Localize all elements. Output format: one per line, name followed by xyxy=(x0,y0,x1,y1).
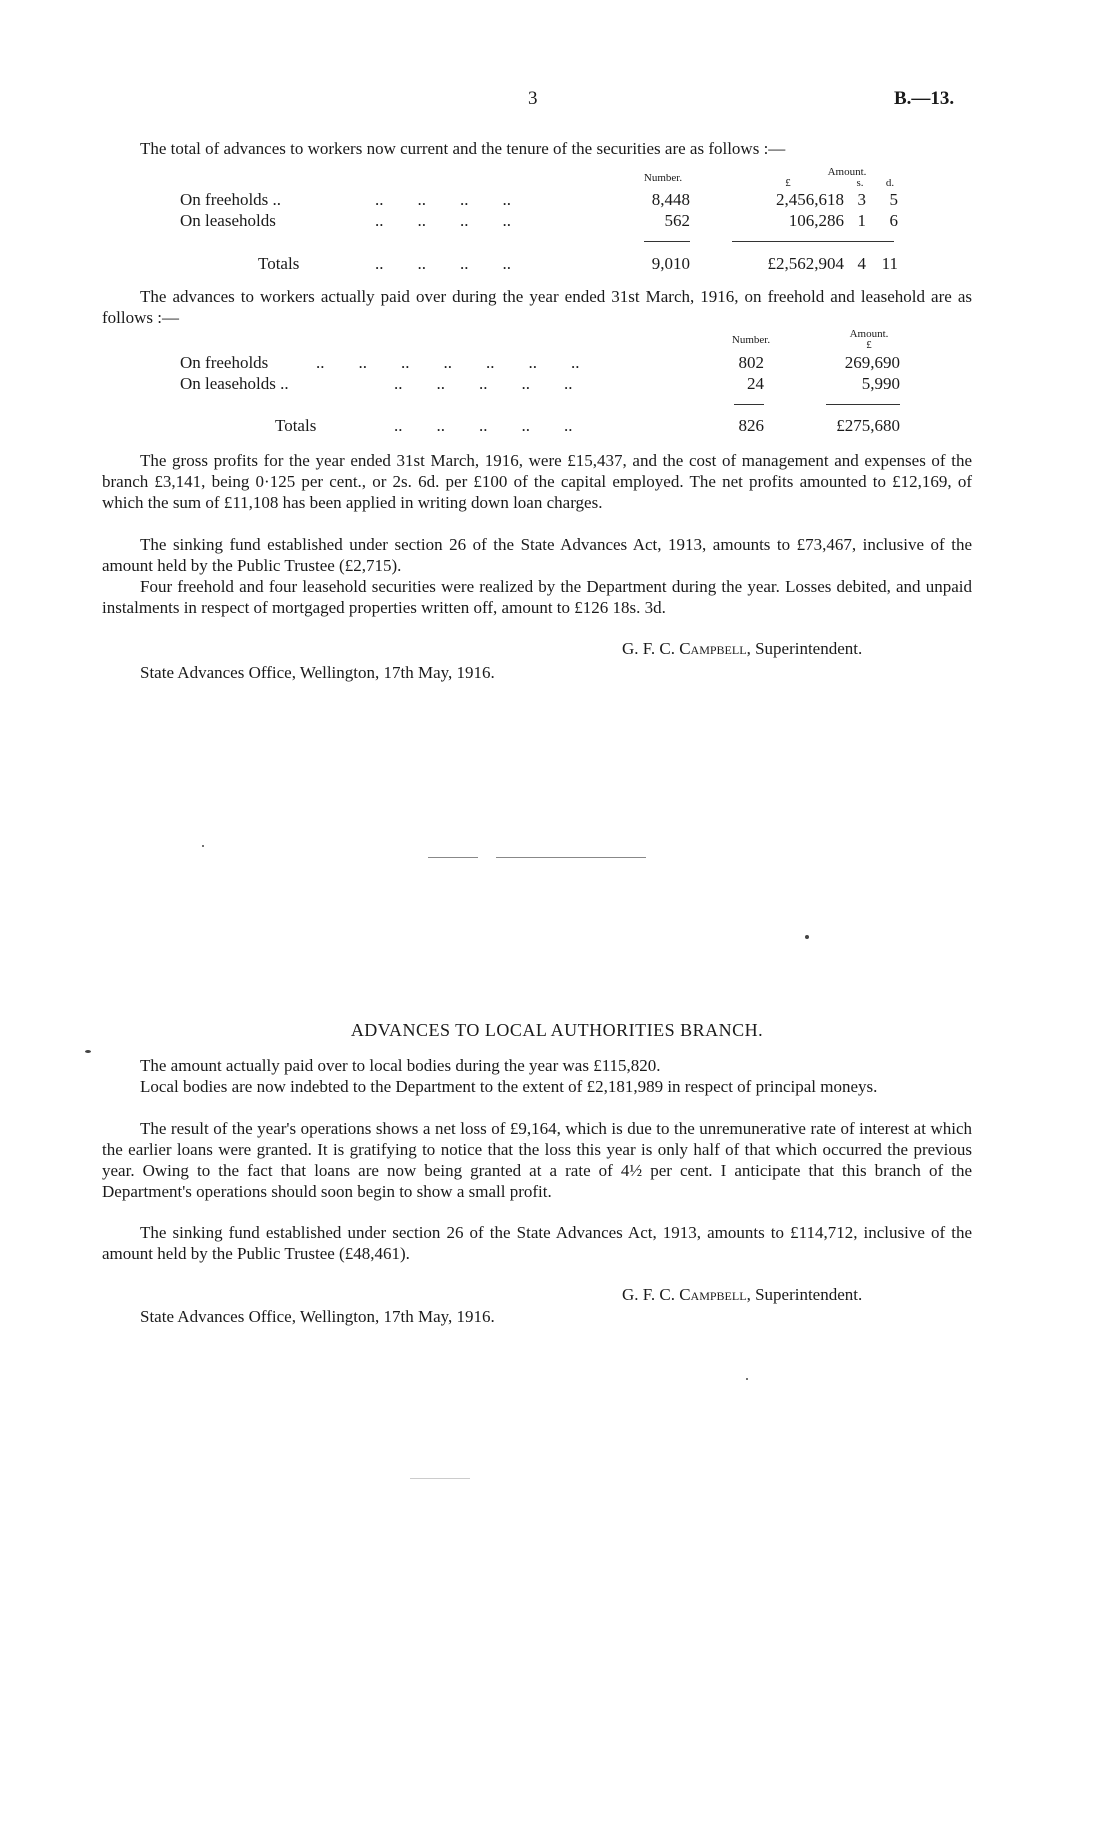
totals-number: 826 xyxy=(738,416,764,435)
row-label: On leaseholds xyxy=(180,211,276,230)
operations-result-paragraph: The result of the year's operations shows a net loss of £9,164, which is due to the unremunerative rate of interest at which the earlier loans were granted. It is gratifying to notice that the loss this year is only half of that which occurred the previous year. Owing to the fact that loans are now being granted at a rate of 4½ per cent. I anticipate that this branch of the Department's operations should soon begin to show a small profit. xyxy=(102,1119,972,1201)
scan-speck xyxy=(805,935,809,939)
dot-leader: .. .. .. .. .. .. .. xyxy=(316,353,580,372)
dot-leader: .. .. .. .. .. xyxy=(394,374,573,393)
paid-advances-intro: The advances to workers actually paid over during the year ended 31st March, 1916, on freehold and leasehold are as follows :— xyxy=(102,287,972,327)
unit-shillings: s. xyxy=(856,177,864,189)
totals-pounds: £2,562,904 xyxy=(767,254,844,273)
totals-label: Totals xyxy=(258,254,300,273)
row-label: On freeholds .. xyxy=(180,190,282,209)
row-pounds: 106,286 xyxy=(788,211,844,230)
dot-leader: .. .. .. .. .. xyxy=(394,416,573,435)
page-number: 3 xyxy=(528,88,538,109)
col-header-amount: Amount. xyxy=(827,166,867,178)
scan-speck xyxy=(202,845,204,847)
row-label: On leaseholds .. xyxy=(180,374,289,393)
signature xyxy=(622,1284,862,1305)
dot-leader: .. .. .. .. xyxy=(375,254,511,273)
dot-leader: .. .. .. .. xyxy=(375,211,511,230)
scan-speck xyxy=(746,1378,748,1380)
document-reference: B.—13. xyxy=(894,88,955,109)
section-heading: ADVANCES TO LOCAL AUTHORITIES BRANCH. xyxy=(350,1020,764,1040)
row-number: 8,448 xyxy=(651,190,690,209)
row-amount: 5,990 xyxy=(861,374,900,393)
local-bodies-paid-paragraph: The amount actually paid over to local bodies during the year was £115,820. xyxy=(140,1056,661,1075)
unit-pound: £ xyxy=(785,177,791,189)
row-pounds: 2,456,618 xyxy=(776,190,844,209)
row-pence: 5 xyxy=(889,190,898,209)
scan-speck xyxy=(85,1050,91,1053)
securities-realized-paragraph: Four freehold and four leasehold securities were realized by the Department during the year. Losses debited, and unpaid instalments in respect of mortgaged properties written off, amount to £126 18s. 3d. xyxy=(102,577,972,617)
total-rule xyxy=(644,241,690,242)
section-separator xyxy=(428,857,478,858)
unit-pound: £ xyxy=(866,339,872,351)
dot-leader: .. .. .. .. xyxy=(375,190,511,209)
totals-amount: £275,680 xyxy=(836,416,900,435)
scan-mark xyxy=(410,1478,470,1479)
col-header-amount: Amount. xyxy=(849,328,889,340)
total-rule xyxy=(734,404,764,405)
section-separator xyxy=(496,857,646,858)
local-bodies-indebted-paragraph: Local bodies are now indebted to the Department to the extent of £2,181,989 in respect of principal moneys. xyxy=(140,1077,878,1096)
row-amount: 269,690 xyxy=(844,353,900,372)
office-date: State Advances Office, Wellington, 17th May, 1916. xyxy=(140,1307,495,1326)
row-shillings: 3 xyxy=(857,190,866,209)
row-label: On freeholds xyxy=(180,353,269,372)
signature-name: G. F. C. Campbell xyxy=(622,639,747,658)
row-number: 562 xyxy=(664,211,690,230)
col-header-number: Number. xyxy=(643,172,683,184)
office-date: State Advances Office, Wellington, 17th May, 1916. xyxy=(140,663,495,682)
totals-pence: 11 xyxy=(881,254,898,273)
gross-profits-paragraph: The gross profits for the year ended 31st March, 1916, were £15,437, and the cost of management and expenses of the branch £3,141, being 0·125 per cent., or 2s. 6d. per £100 of the capital employed. The net profits amounted to £12,169, of which the sum of £11,108 has been applied in writing down loan charges. xyxy=(102,451,972,512)
row-shillings: 1 xyxy=(857,211,866,230)
sinking-fund-paragraph: The sinking fund established under section 26 of the State Advances Act, 1913, amounts to £73,467, inclusive of the amount held by the Public Trustee (£2,715). xyxy=(102,535,972,575)
totals-shillings: 4 xyxy=(857,254,866,273)
workers-advances-intro: The total of advances to workers now current and the tenure of the securities are as follows :— xyxy=(140,139,786,158)
totals-label: Totals xyxy=(275,416,317,435)
sinking-fund-paragraph-2: The sinking fund established under section 26 of the State Advances Act, 1913, amounts to £114,712, inclusive of the amount held by the Public Trustee (£48,461). xyxy=(102,1223,972,1263)
signature-title: , Superintendent. xyxy=(746,639,863,658)
signature xyxy=(622,638,862,659)
total-rule xyxy=(826,404,900,405)
col-header-number: Number. xyxy=(731,334,771,346)
unit-pence: d. xyxy=(885,177,895,189)
signature-title: , Superintendent. xyxy=(746,1285,863,1304)
totals-number: 9,010 xyxy=(651,254,690,273)
total-rule xyxy=(732,241,894,242)
row-number: 24 xyxy=(747,374,764,393)
row-number: 802 xyxy=(738,353,764,372)
signature-name: G. F. C. Campbell xyxy=(622,1285,747,1304)
row-pence: 6 xyxy=(889,211,898,230)
